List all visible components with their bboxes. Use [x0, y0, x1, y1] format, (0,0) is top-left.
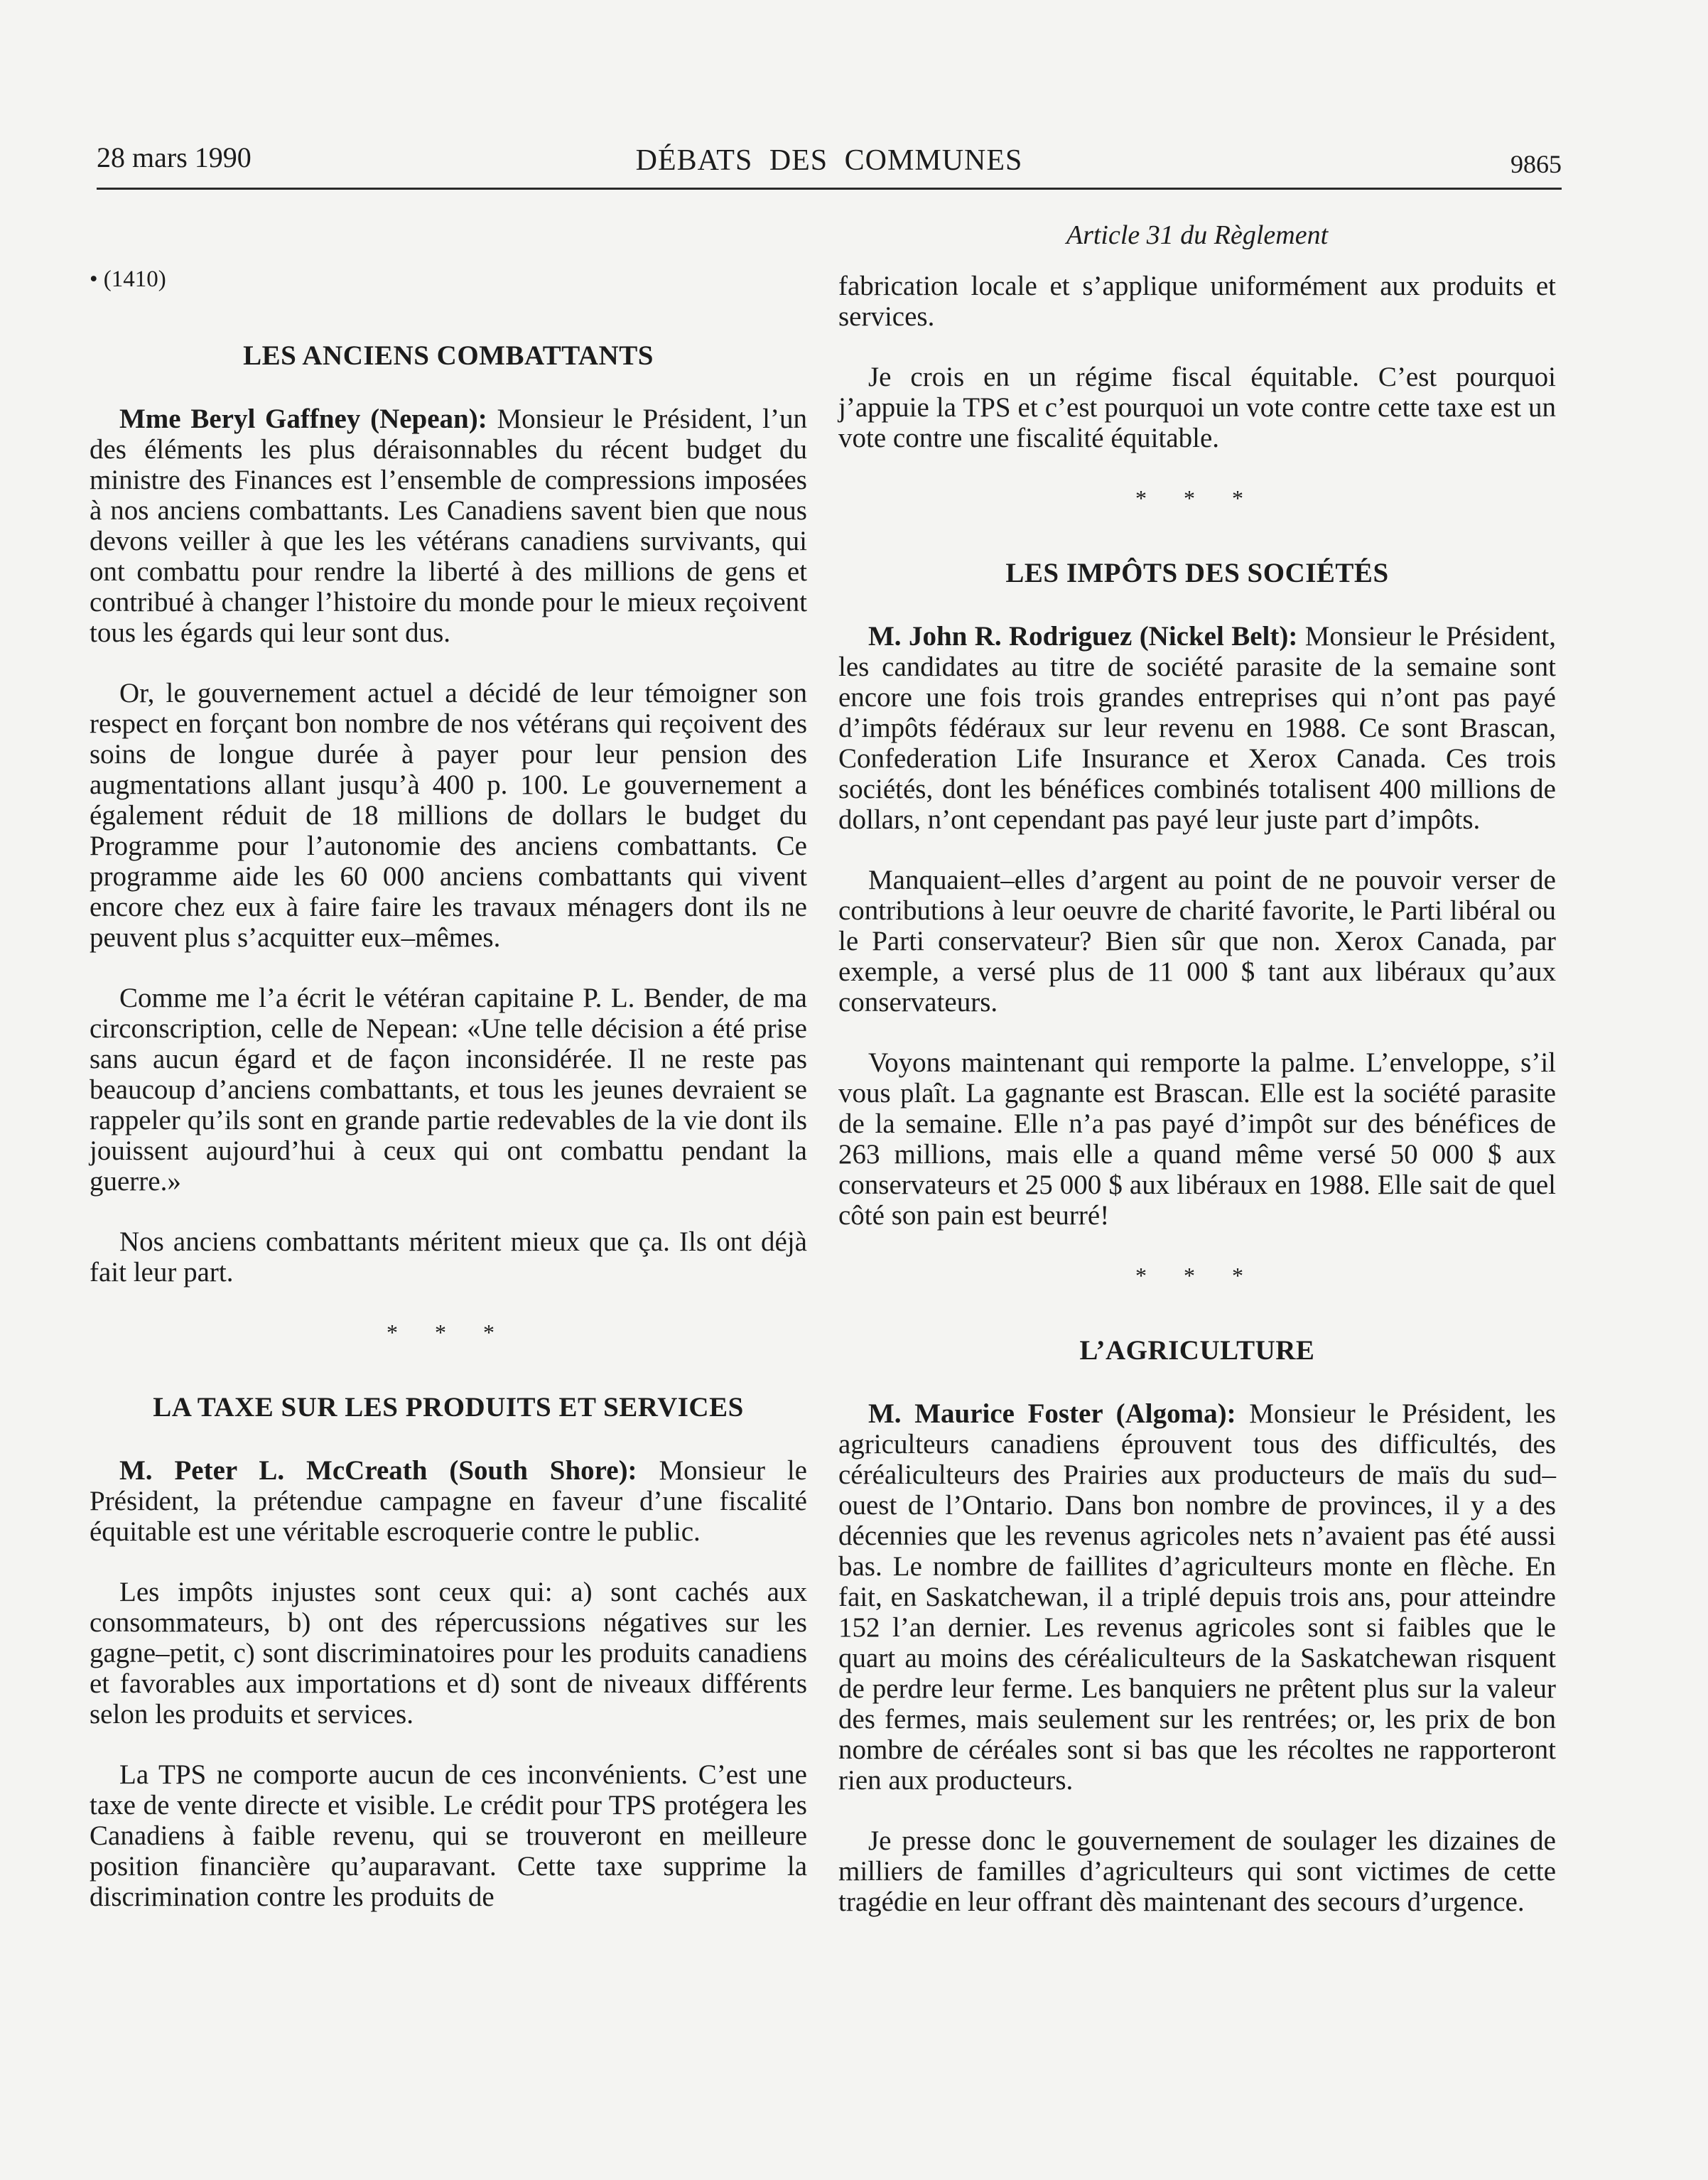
speech-text: Monsieur le Président, les agriculteurs canadiens éprouvent tous des difficultés, des céréaliculteurs des Prairies aux producteurs de maïs du sud–ouest de l’Ontario. Dans bon nombre de provinces, il y a des décennies que les revenus agricoles nets n’avaient pas été aussi bas. Le nombre de faillites d’agriculteurs monte en flèche. En fait, en Saskatchewan, il a triplé depuis trois ans, pour atteindre 152 l’an dernier. Les revenus agricoles sont si faibles que le quart au moins des céréaliculteurs de la Saskatchewan risquent de perdre leur ferme. Les banquiers ne prêtent plus sur la valeur des fermes, mais seulement sur les rentrées; or, les prix de bon nombre de céréales sont si bas que les récoltes ne rapporteront rien aux producteurs.: [838, 1398, 1556, 1796]
speech-text: Monsieur le Président, la prétendue campagne en faveur d’une fiscalité équitable est une véritable escroquerie contre le public.: [90, 1455, 807, 1547]
paragraph: [838, 621, 1556, 835]
speaker-name: Mme Beryl Gaffney (Nepean):: [119, 404, 487, 434]
paragraph: Manquaient–elles d’argent au point de ne pouvoir verser de contributions à leur oeuvre de charité favorite, le Parti libéral ou le Parti conservateur? Bien sûr que non. Xerox Canada, par exemple, a versé plus de 11 000 $ tant aux libéraux qu’aux conservateurs.: [838, 865, 1556, 1018]
header-title: DÉBATS DES COMMUNES: [635, 144, 1023, 177]
left-column: [90, 264, 807, 1942]
paragraph: [90, 1455, 807, 1547]
paragraph: Les impôts injustes sont ceux qui: a) sont cachés aux consommateurs, b) ont des répercussions négatives sur les gagne–petit, c) sont discriminatoires pour les produits canadiens et favorables aux importations et d) sont de niveaux différents selon les produits et services.: [90, 1577, 807, 1730]
paragraph: Comme me l’a écrit le vétéran capitaine P. L. Bender, de ma circonscription, celle de Nepean: «Une telle décision a été prise sans aucun égard et de façon inconsidérée. Il ne reste pas beaucoup d’anciens combattants, et tous les jeunes devraient se rappeler qu’ils sont en grande partie redevables de la vie dont ils jouissent aujourd’hui à ceux qui ont combattu pendant la guerre.»: [90, 983, 807, 1197]
paragraph: Je presse donc le gouvernement de soulager les dizaines de milliers de familles d’agriculteurs qui sont victimes de cette tragédie en leur offrant dès maintenant des secours d’urgence.: [838, 1825, 1556, 1917]
paragraph: La TPS ne comporte aucun de ces inconvénients. C’est une taxe de vente directe et visible. Le crédit pour TPS protégera les Canadiens à faible revenu, qui se trouveront en meilleure position financière qu’auparavant. Cette taxe supprime la discrimination contre les produits de: [90, 1759, 807, 1912]
paragraph: Voyons maintenant qui remporte la palme. L’enveloppe, s’il vous plaît. La gagnante est Brascan. Elle est la société parasite de la semaine. Elle n’a pas payé d’impôt sur des bénéfices de 263 millions, mais elle a quand même versé 50 000 $ aux conservateurs et 25 000 $ aux libéraux en 1988. Elle sait de quel côté son pain est beurré!: [838, 1047, 1556, 1231]
speaker-name: M. Maurice Foster (Algoma):: [868, 1398, 1236, 1429]
section-heading-agriculture: L’AGRICULTURE: [1079, 1335, 1315, 1366]
paragraph-continued: fabrication locale et s’applique uniformément aux produits et services.: [838, 271, 1556, 332]
header-date: 28 mars 1990: [97, 141, 252, 173]
section-separator: * * *: [1135, 1263, 1259, 1288]
right-column: [838, 220, 1556, 1947]
paragraph: [90, 404, 807, 648]
article-reference: Article 31 du Règlement: [1066, 220, 1329, 250]
speech-text: Monsieur le Président, l’un des éléments les plus déraisonnables du récent budget du ministre des Finances est l’ensemble de compressions imposées à nos anciens combattants. Les Canadiens savent bien que nous devons veiller à que les les vétérans canadiens survivants, qui ont combattu pour rendre la liberté à des millions de gens et contribué à changer l’histoire du monde pour le mieux reçoivent tous les égards qui leur sont dus.: [90, 404, 807, 648]
page-header: [97, 141, 1562, 190]
section-heading-impots-societes: LES IMPÔTS DES SOCIÉTÉS: [1005, 558, 1389, 588]
timestamp: • (1410): [90, 266, 166, 292]
page-number: 9865: [1510, 150, 1562, 178]
section-heading-anciens-combattants: LES ANCIENS COMBATTANTS: [243, 340, 654, 371]
paragraph: Or, le gouvernement actuel a décidé de leur témoigner son respect en forçant bon nombre de nos vétérans qui reçoivent des soins de longue durée à payer pour leur pension des augmentations allant jusqu’à 400 p. 100. Le gouvernement a également réduit de 18 millions de dollars le budget du Programme pour l’autonomie des anciens combattants. Ce programme aide les 60 000 anciens combattants qui vivent encore chez eux à faire faire les travaux ménagers dont ils ne peuvent plus s’acquitter eux–mêmes.: [90, 678, 807, 953]
speaker-name: M. Peter L. McCreath (South Shore):: [119, 1455, 637, 1486]
speaker-name: M. John R. Rodriguez (Nickel Belt):: [868, 621, 1298, 652]
paragraph: Je crois en un régime fiscal équitable. C’est pourquoi j’appuie la TPS et c’est pourquoi un vote contre cette taxe est un vote contre une fiscalité équitable.: [838, 362, 1556, 453]
section-separator: * * *: [1135, 485, 1259, 511]
section-heading-tps: LA TAXE SUR LES PRODUITS ET SERVICES: [153, 1392, 744, 1423]
paragraph: [838, 1398, 1556, 1796]
section-separator: * * *: [387, 1320, 510, 1345]
paragraph: Nos anciens combattants méritent mieux que ça. Ils ont déjà fait leur part.: [90, 1226, 807, 1288]
speech-text: Monsieur le Président, les candidates au titre de société parasite de la semaine sont encore une fois trois grandes entreprises qui n’ont pas payé d’impôts fédéraux sur leur revenu en 1988. Ce sont Brascan, Confederation Life Insurance et Xerox Canada. Ces trois sociétés, dont les bénéfices combinés totalisent 400 millions de dollars, n’ont cependant pas payé leur juste part d’impôts.: [838, 621, 1556, 835]
